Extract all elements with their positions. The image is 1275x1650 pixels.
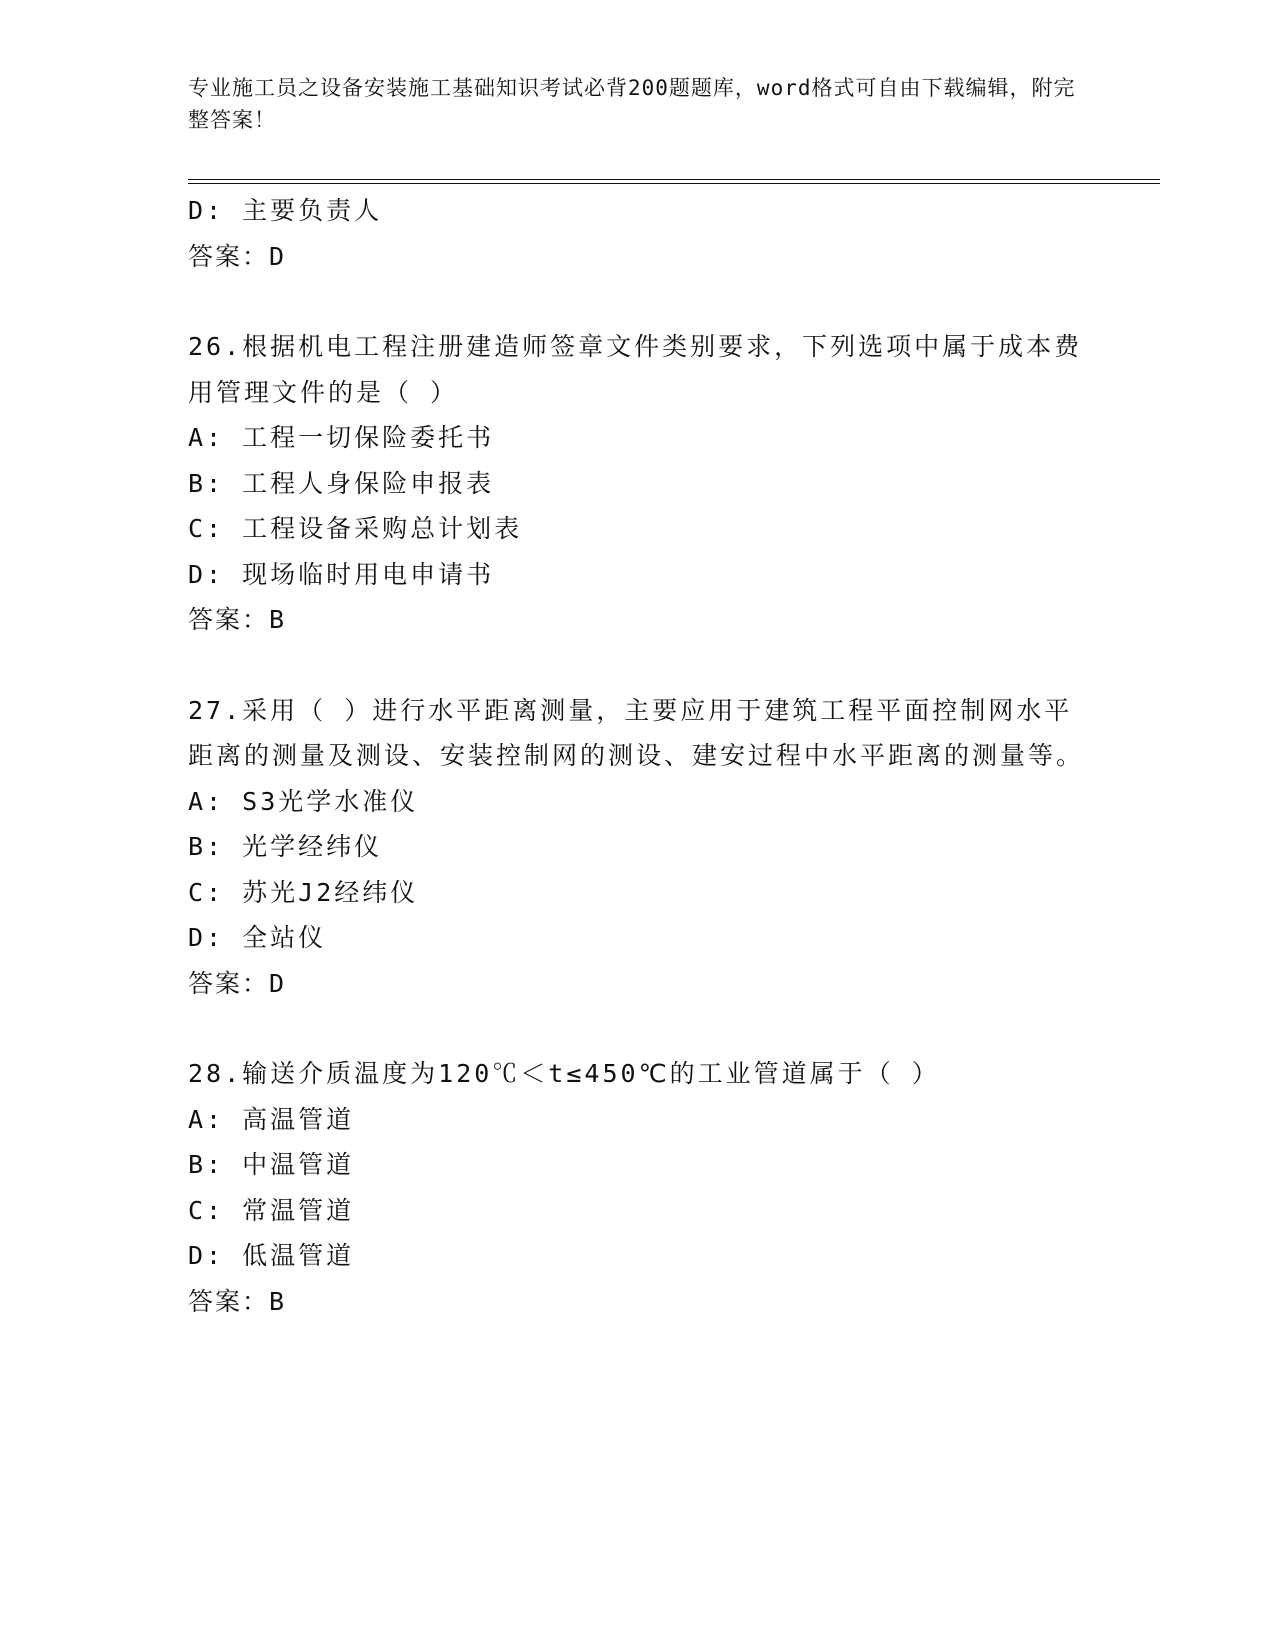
document-header: 专业施工员之设备安装施工基础知识考试必背200题题库，word格式可自由下载编辑，附完整答案！	[188, 76, 1076, 132]
spacer	[188, 643, 1088, 688]
answer-line: 答案：D	[188, 241, 287, 271]
spacer	[188, 279, 1088, 324]
option-d: D: 低温管道	[188, 1241, 355, 1270]
option-b: B: 工程人身保险申报表	[188, 468, 495, 498]
option-b: B: 中温管道	[188, 1150, 355, 1179]
option-d: D: 全站仪	[188, 923, 327, 952]
option-c: C: 常温管道	[188, 1195, 355, 1225]
spacer	[188, 1006, 1088, 1051]
option-a: A: 工程一切保险委托书	[188, 423, 495, 452]
option-a: A: 高温管道	[188, 1104, 355, 1134]
question-28	[188, 1051, 1088, 1324]
question-stem: 28.输送介质温度为120℃＜t≤450℃的工业管道属于（ ）	[188, 1059, 940, 1088]
question-list	[188, 188, 1088, 1324]
option-c: C: 工程设备采购总计划表	[188, 514, 523, 543]
header-divider-bottom	[188, 183, 1160, 184]
question-26	[188, 324, 1088, 643]
partial-question	[188, 188, 1088, 279]
option-b: B: 光学经纬仪	[188, 832, 383, 861]
answer-line: 答案：D	[188, 968, 287, 998]
option-d: D: 现场临时用电申请书	[188, 559, 495, 589]
answer-line: 答案：B	[188, 1286, 287, 1316]
question-stem: 27.采用（ ）进行水平距离测量，主要应用于建筑工程平面控制网水平距离的测量及测设、安装控制网的测设、建安过程中水平距离的测量等。	[188, 695, 1085, 770]
option-a: A: S3光学水准仪	[188, 786, 419, 816]
option-d: D: 主要负责人	[188, 196, 383, 225]
option-c: C: 苏光J2经纬仪	[188, 877, 419, 907]
question-27	[188, 688, 1088, 1007]
header-divider-top	[188, 179, 1160, 180]
question-stem: 26.根据机电工程注册建造师签章文件类别要求，下列选项中属于成本费用管理文件的是（ ）	[188, 332, 1083, 407]
answer-line: 答案：B	[188, 605, 287, 634]
